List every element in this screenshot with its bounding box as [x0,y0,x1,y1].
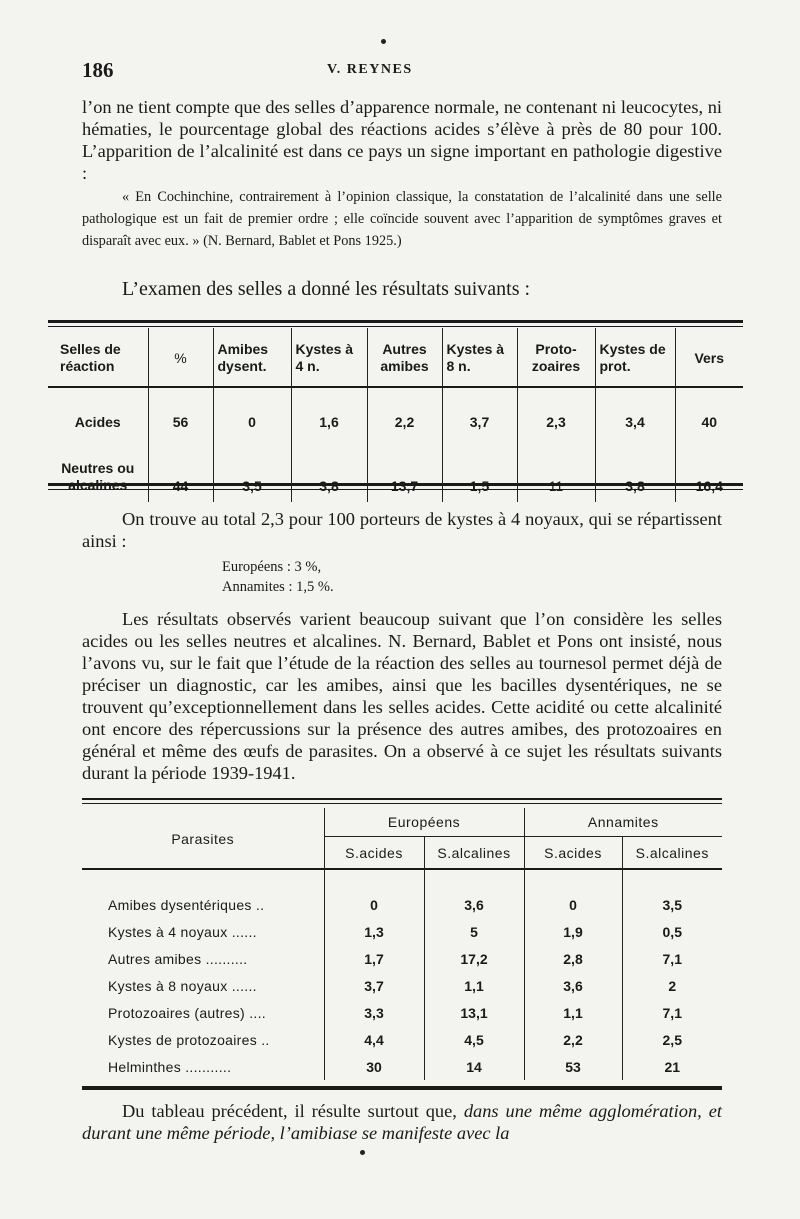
table1-header-cell: Kystes à 4 n. [291,328,367,388]
parasite-name: Helminthes ........... [82,1053,324,1080]
table1-header-cell: Amibes dysent. [213,328,291,388]
table-row [82,945,722,972]
distribution-item: Européens : 3 %, [222,559,322,575]
table-cell: 2,8 [524,945,622,972]
table-row [82,972,722,999]
table2-bottom-rule [82,1086,722,1090]
sub-header-alcalines: S.alcalines [424,837,524,870]
europeens-header: Européens [324,808,524,837]
distribution-list [222,557,334,597]
table-cell: 3,8 [291,444,367,502]
parasite-name: Kystes de protozoaires .. [82,1026,324,1053]
table-cell: 2,3 [517,388,595,444]
final-paragraph [82,1100,722,1144]
sub-header-acides: S.acides [524,837,622,870]
parasite-name: Kystes à 8 noyaux ...... [82,972,324,999]
table-cell: 2,2 [367,388,442,444]
table-cell: 13,1 [424,999,524,1026]
table-cell: 21 [664,1058,681,1075]
table1-intro: L’examen des selles a donné les résultats suivants : [122,278,531,300]
table-cell: 17,2 [424,945,524,972]
table1-header-cell: Proto-zoaires [517,328,595,388]
table1-row-acides [48,388,743,444]
table-cell: 40 [701,414,718,430]
row-label: Acides [48,388,148,444]
table-cell: 7,1 [662,950,682,967]
table1-header-cell: Selles de réaction [48,328,148,388]
running-title: V. REYNES [327,62,413,77]
table-cell: 3,5 [662,896,682,913]
table-cell: 1,6 [291,388,367,444]
table-cell: 1,3 [324,918,424,945]
row-label-line: Neutres ou [61,460,135,476]
table2-top-rule-thin [82,803,722,804]
table-cell: 53 [524,1053,622,1080]
table1-header-cell: Autres amibes [367,328,442,388]
table-cell: 16,4 [695,478,723,494]
page-number: 186 [82,58,114,82]
table-cell: 4,5 [424,1026,524,1053]
sub-header-alcalines: S.alcalines [635,845,709,861]
table1-header-cell: % [148,328,213,388]
reaction-table [48,328,743,502]
distribution-label: Annamites [222,579,285,595]
table-cell: 1,9 [524,918,622,945]
parasite-name: Autres amibes .......... [82,945,324,972]
table-cell: 3,6 [424,891,524,918]
table-cell: 4,4 [324,1026,424,1053]
paragraph-3: Les résultats observés varient beaucoup suivant que l’on considère les selles acides ou les selles neutres et alcalines. N. Bernard, Bablet et Pons ont insisté, nous l’avons vu, sur le fait que l’étude de la réaction des selles au tournesol permet déjà de préciser un diagnostic, car les amibes, ainsi que les bacilles dysentériques, ne se trouvent qu’exceptionnellement dans les selles acides. Cette acidité ou cette alcalinité ont encore des répercussions sur la présence des autres amibes, des protozoaires en général et même des œufs de parasites. On a observé à ce sujet les résultats suivants durant la période 1939-1941. [82,609,722,783]
table2-group-row [82,808,722,837]
table-cell: 2 [668,977,677,994]
table-cell: 3,8 [595,444,675,502]
sub-header-acides: S.acides [324,837,424,870]
table-cell: 30 [324,1053,424,1080]
table1-header-cell: Vers [694,349,725,366]
table-cell: 3,4 [595,388,675,444]
table-cell: 3,3 [324,999,424,1026]
table-row [82,918,722,945]
parasite-name: Amibes dysentériques .. [82,891,324,918]
table-cell: 3,5 [213,444,291,502]
table-cell: 3,7 [324,972,424,999]
table1-top-rule [48,320,743,323]
table-cell: 2,5 [662,1031,682,1048]
table-cell: 13,7 [367,444,442,502]
row-label [48,444,148,502]
table-cell: 0 [213,388,291,444]
final-text: Du tableau précédent, il résulte surtout que, [122,1101,464,1121]
table-cell: 11 [517,444,595,502]
table-cell: 3,6 [524,972,622,999]
distribution-value: 3 %, [294,559,322,575]
table-cell: 7,1 [662,1004,682,1021]
table-cell: 1,5 [442,444,517,502]
top-mark [381,39,386,44]
paragraph-2: On trouve au total 2,3 pour 100 porteurs de kystes à 4 noyaux, qui se répartissent ainsi : [82,509,722,551]
table2-spacer [82,869,722,891]
final-italic-text: dans une même agglomération, et durant une même période, l’amibiase se manifeste avec la [82,1101,722,1143]
parasites-column-header: Parasites [82,808,324,869]
table1-top-rule-thin [48,326,743,327]
table1-row-neutres [48,444,743,502]
table-row [82,999,722,1026]
table1-header-cell: Kystes à 8 n. [442,328,517,388]
table-cell: 2,2 [524,1026,622,1053]
bottom-mark [360,1150,365,1155]
table-cell: 5 [424,918,524,945]
page-header [82,58,722,84]
table-cell: 1,1 [524,999,622,1026]
table-cell: 0 [324,891,424,918]
table-cell: 0,5 [662,923,682,940]
table-cell: 1,7 [324,945,424,972]
table-cell: 0 [524,891,622,918]
table-cell: 14 [424,1053,524,1080]
table-cell: 44 [148,444,213,502]
row-label-line: alcalines [68,477,128,493]
table2-top-rule [82,798,722,800]
parasite-name: Kystes à 4 noyaux ...... [82,918,324,945]
parasites-table [82,808,722,1080]
distribution-item: Annamites : 1,5 %. [222,579,334,595]
annamites-header: Annamites [524,808,722,837]
quotation: « En Cochinchine, contrairement à l’opinion classique, la constatation de l’alcalinité dans une selle pathologique est un fait de premier ordre ; elle coïncide souvent avec l’apparition de symptômes graves et disparaît avec eux. » (N. Bernard, Bablet et Pons 1925.) [82,189,722,249]
table-row [82,891,722,918]
distribution-value: 1,5 %. [296,579,334,595]
paragraph-1: l’on ne tient compte que des selles d’apparence normale, ne contenant ni leucocytes, ni hématies, le pourcentage global des réactions acides s’élève à près de 80 pour 100. L’apparition de l’alcalinité est dans ce pays un signe important en pathologie digestive : [82,97,722,183]
table-cell: 3,7 [442,388,517,444]
table-row [82,1053,722,1080]
table-cell: 56 [148,388,213,444]
table1-header-cell: Kystes de prot. [595,328,675,388]
table1-header-row [48,328,743,388]
parasite-name: Protozoaires (autres) .... [82,999,324,1026]
table-row [82,1026,722,1053]
distribution-label: Européens [222,559,284,575]
table-cell: 1,1 [424,972,524,999]
